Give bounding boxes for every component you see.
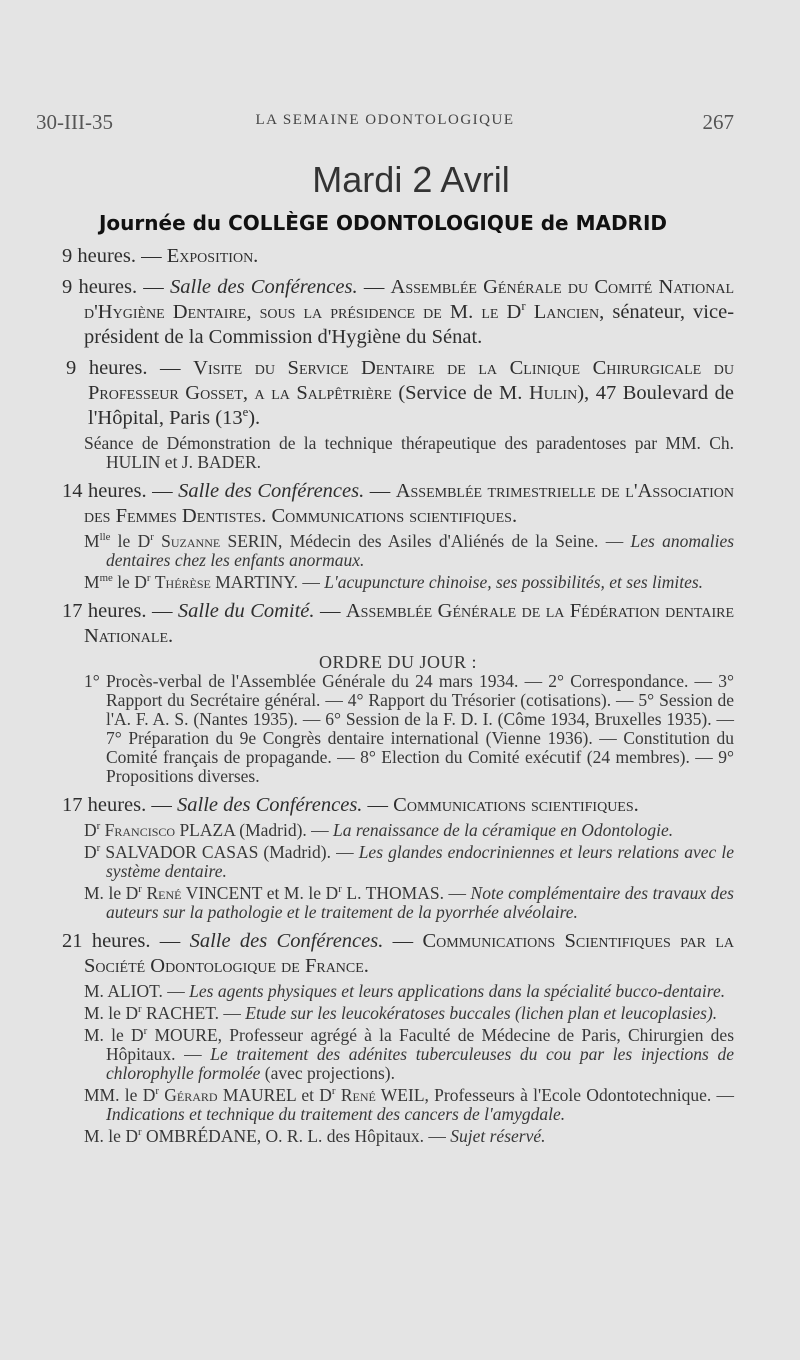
entry-description: Communications Scientifiques par la Société Odontologique de France. <box>84 930 734 977</box>
honorific-mid: le D <box>112 572 147 592</box>
program-entry-exposition: 9 heures. — Exposition. <box>62 245 259 267</box>
honorific-sup: r <box>137 1003 142 1016</box>
honorific-sup: me <box>99 572 113 585</box>
speaker-firstname: Gérard <box>164 1085 218 1105</box>
talk-title: Indications et technique du traitement des cancers de l'amygdale. <box>106 1104 566 1124</box>
talk-title: L'acupuncture chinoise, ses possibilités, et ses limites. <box>324 572 704 592</box>
running-header <box>36 110 734 140</box>
honorific-sup: r <box>138 883 142 896</box>
entry-description: Communications scientifiques. <box>393 794 639 816</box>
speaker-text: MARTINY. — <box>215 572 320 592</box>
entry-person-prefix: M. le D <box>449 301 522 323</box>
entry-place: Salle des Conférences. <box>189 930 384 952</box>
entry-time: 9 heures. <box>62 276 138 298</box>
agenda-items: 1° Procès-verbal de l'Assemblée Générale du 24 mars 1934. — 2° Correspondance. — 3° Rapport du Secrétaire général. — 4° Rapport du Trésorier (cotisations). — 5° Session de l'A. F. A. S. (Nantes 1935). — 6° Session de la F. D. I. (Côme 1934, Bruxelles 1935). — 7° Préparation du 9e Congrès dentaire international (Vienne 1936). — Constitution du Comité français de propagande. — 8° Election du Comité exécutif (24 membres). — 9° Propositions diverses. <box>84 671 734 786</box>
talk-title: Le traitement des adénites tuberculeuses du cou par les injections de chlorophylle formolée <box>106 1044 734 1083</box>
honorific: M <box>84 531 100 551</box>
sub-item-maurel-weil <box>62 1086 734 1124</box>
entry-description: Assemblée Générale du Comité National d'Hygiène Dentaire, sous la présidence de <box>84 276 735 323</box>
sub-item-vincent-thomas <box>62 884 734 922</box>
entry-paren: (Service de M. <box>398 382 523 404</box>
entry-place: Salle des Conférences. <box>177 794 363 816</box>
honorific-sup: r <box>96 842 101 855</box>
honorific: M <box>84 572 100 592</box>
entry-time: 17 heures. <box>62 600 147 622</box>
honorific: M. le D <box>84 1025 144 1045</box>
entry-person: Hulin <box>528 382 578 404</box>
honorific-sup: r <box>96 820 101 833</box>
talk-title: Sujet réservé. <box>450 1126 546 1146</box>
speaker-text: SERIN, Médecin des Asiles d'Aliénés de la Seine. — <box>227 531 624 551</box>
sub-item-demonstration: Séance de Démonstration de la technique thérapeutique des paradentoses par MM. Ch. HULIN et J. BADER. <box>84 433 734 472</box>
talk-title: Note complémentaire des travaux des auteurs sur la pathologie et le traitement de la pyorrhée alvéolaire. <box>106 883 734 922</box>
speaker-text: PLAZA (Madrid). — <box>179 820 329 840</box>
sub-item-serin <box>62 532 734 570</box>
speaker-text: RACHET. — <box>145 1003 241 1023</box>
day-subtitle: Journée du COLLÈGE ODONTOLOGIQUE de MADRID <box>98 211 668 235</box>
page-number: 267 <box>702 110 734 134</box>
entry-time: 17 heures. <box>62 794 147 816</box>
honorific-sup2: r <box>331 1085 336 1098</box>
program-entry-visite-salpetriere: 9 heures. — Visite du Service Dentaire de la Clinique Chirurgicale du Professeur Gosset, a la Salpêtrière (Service de M. Hulin), 47 Boulevard de l'Hôpital, Paris (13e). <box>66 357 735 429</box>
speaker-firstname2: René <box>340 1085 376 1105</box>
speaker-text: M. ALIOT. — <box>84 981 185 1001</box>
honorific-sup: lle <box>99 531 111 544</box>
entry-address: ), 47 Boulevard de l'Hôpital, Paris (13 <box>88 382 735 429</box>
honorific-sup: r <box>137 1126 142 1139</box>
entry-description: Visite du Service Dentaire de la Clinique Chirurgicale du Professeur Gosset, a la Salpêtrière <box>88 357 734 404</box>
honorific-sup: r <box>155 1085 159 1098</box>
entry-place: Salle du Comité. <box>177 600 315 622</box>
honorific-sup2: r <box>338 883 342 896</box>
speaker-text: MOURE, Professeur agrégé à la Faculté de Médecine de Paris, Chirurgien des Hôpitaux. — <box>106 1025 735 1064</box>
entry-description: Assemblée trimestrielle de l'Association des Femmes Dentistes. Communications scientifiques. <box>84 480 734 527</box>
honorific-sup2: r <box>146 572 151 585</box>
speaker-firstname: René <box>146 883 182 903</box>
entry-time: 9 heures. <box>66 357 148 379</box>
entry-description: Exposition. <box>166 245 259 267</box>
honorific: M. le D <box>84 1126 138 1146</box>
program-entry-federation: 17 heures. — Salle du Comité. — Assemblée Générale de la Fédération dentaire Nationale. <box>62 600 734 647</box>
sub-item-ombredane <box>62 1127 734 1146</box>
entry-time: 21 heures. <box>62 930 151 952</box>
program-entry-assemblee-hygiene: 9 heures. — Salle des Conférences. — Assemblée Générale du Comité National d'Hygiène Dentaire, sous la présidence de M. le $D^r$ Lancien, sénateur, vice-président de la Commission d'Hygiène du Sénat. <box>62 276 735 348</box>
day-title: Mardi 2 Avril <box>312 159 510 200</box>
speaker-firstname: Francisco <box>104 820 176 840</box>
speaker-text2: L. THOMAS. — <box>346 883 466 903</box>
honorific-sup2: r <box>150 531 154 544</box>
entry-place: Salle des Conférences. <box>178 480 365 502</box>
issue-date: 30-III-35 <box>36 110 113 134</box>
entry-person: Lancien <box>533 301 600 323</box>
entry-address-sup: e <box>242 405 249 420</box>
talk-title: Les agents physiques et leurs applications dans la spécialité bucco-dentaire. <box>189 981 726 1001</box>
sub-item-moure <box>62 1026 734 1083</box>
speaker-text: MAUREL et D <box>222 1085 332 1105</box>
sub-item-rachet <box>62 1004 734 1023</box>
honorific: MM. le D <box>84 1085 156 1105</box>
talk-title: Etude sur les leucokératoses buccales (lichen plan et leucoplasies). <box>245 1003 718 1023</box>
sub-item-martiny <box>62 573 734 592</box>
entry-time: 14 heures. <box>62 480 147 502</box>
entry-time: 9 heures. <box>62 245 137 267</box>
honorific: D <box>84 820 97 840</box>
talk-note: (avec projections). <box>264 1063 395 1083</box>
sub-item-plaza <box>62 821 734 840</box>
speaker-text2: WEIL, Professeurs à l'Ecole Odontotechnique. — <box>380 1085 734 1105</box>
honorific-sup: r <box>143 1025 148 1038</box>
program-entry-communications: 17 heures. — Salle des Conférences. — Communications scientifiques. <box>62 794 639 816</box>
speaker-firstname: Thérèse <box>154 572 211 592</box>
journal-title: LA SEMAINE ODONTOLOGIQUE <box>255 112 515 128</box>
entry-place: Salle des Conférences. <box>170 276 358 298</box>
speaker-text: VINCENT et M. le D <box>185 883 339 903</box>
honorific: D <box>84 842 97 862</box>
honorific: M. le D <box>84 883 139 903</box>
speaker-firstname: Suzanne <box>161 531 221 551</box>
entry-description-rest: , sénateur, vice-président de la Commission d'Hygiène du Sénat. <box>84 301 735 348</box>
talk-title: Les anomalies dentaires chez les enfants anormaux. <box>106 531 735 570</box>
speaker-text: SALVADOR CASAS (Madrid). — <box>105 842 354 862</box>
program-entry-sof: 21 heures. — Salle des Conférences. — Communications Scientifiques par la Société Odontologique de France. <box>62 930 734 977</box>
speaker-text: OMBRÉDANE, O. R. L. des Hôpitaux. — <box>145 1126 446 1146</box>
sub-item-aliot <box>62 982 734 1001</box>
agenda-heading: ORDRE DU JOUR : <box>318 652 477 672</box>
sub-item-casas <box>62 843 734 881</box>
program-entry-femmes-dentistes: 14 heures. — Salle des Conférences. — Assemblée trimestrielle de l'Association des Femmes Dentistes. Communications scientifiques. <box>62 480 734 527</box>
honorific: M. le D <box>84 1003 138 1023</box>
program-content <box>62 158 734 1146</box>
talk-title: La renaissance de la céramique en Odontologie. <box>333 820 674 840</box>
entry-description: Assemblée Générale de la Fédération dentaire Nationale. <box>84 600 734 647</box>
talk-title: Les glandes endocriniennes et leurs relations avec le système dentaire. <box>106 842 735 881</box>
entry-address-end: ). <box>248 407 261 429</box>
honorific-mid: le D <box>110 531 151 551</box>
entry-person-sup: r <box>521 299 526 314</box>
